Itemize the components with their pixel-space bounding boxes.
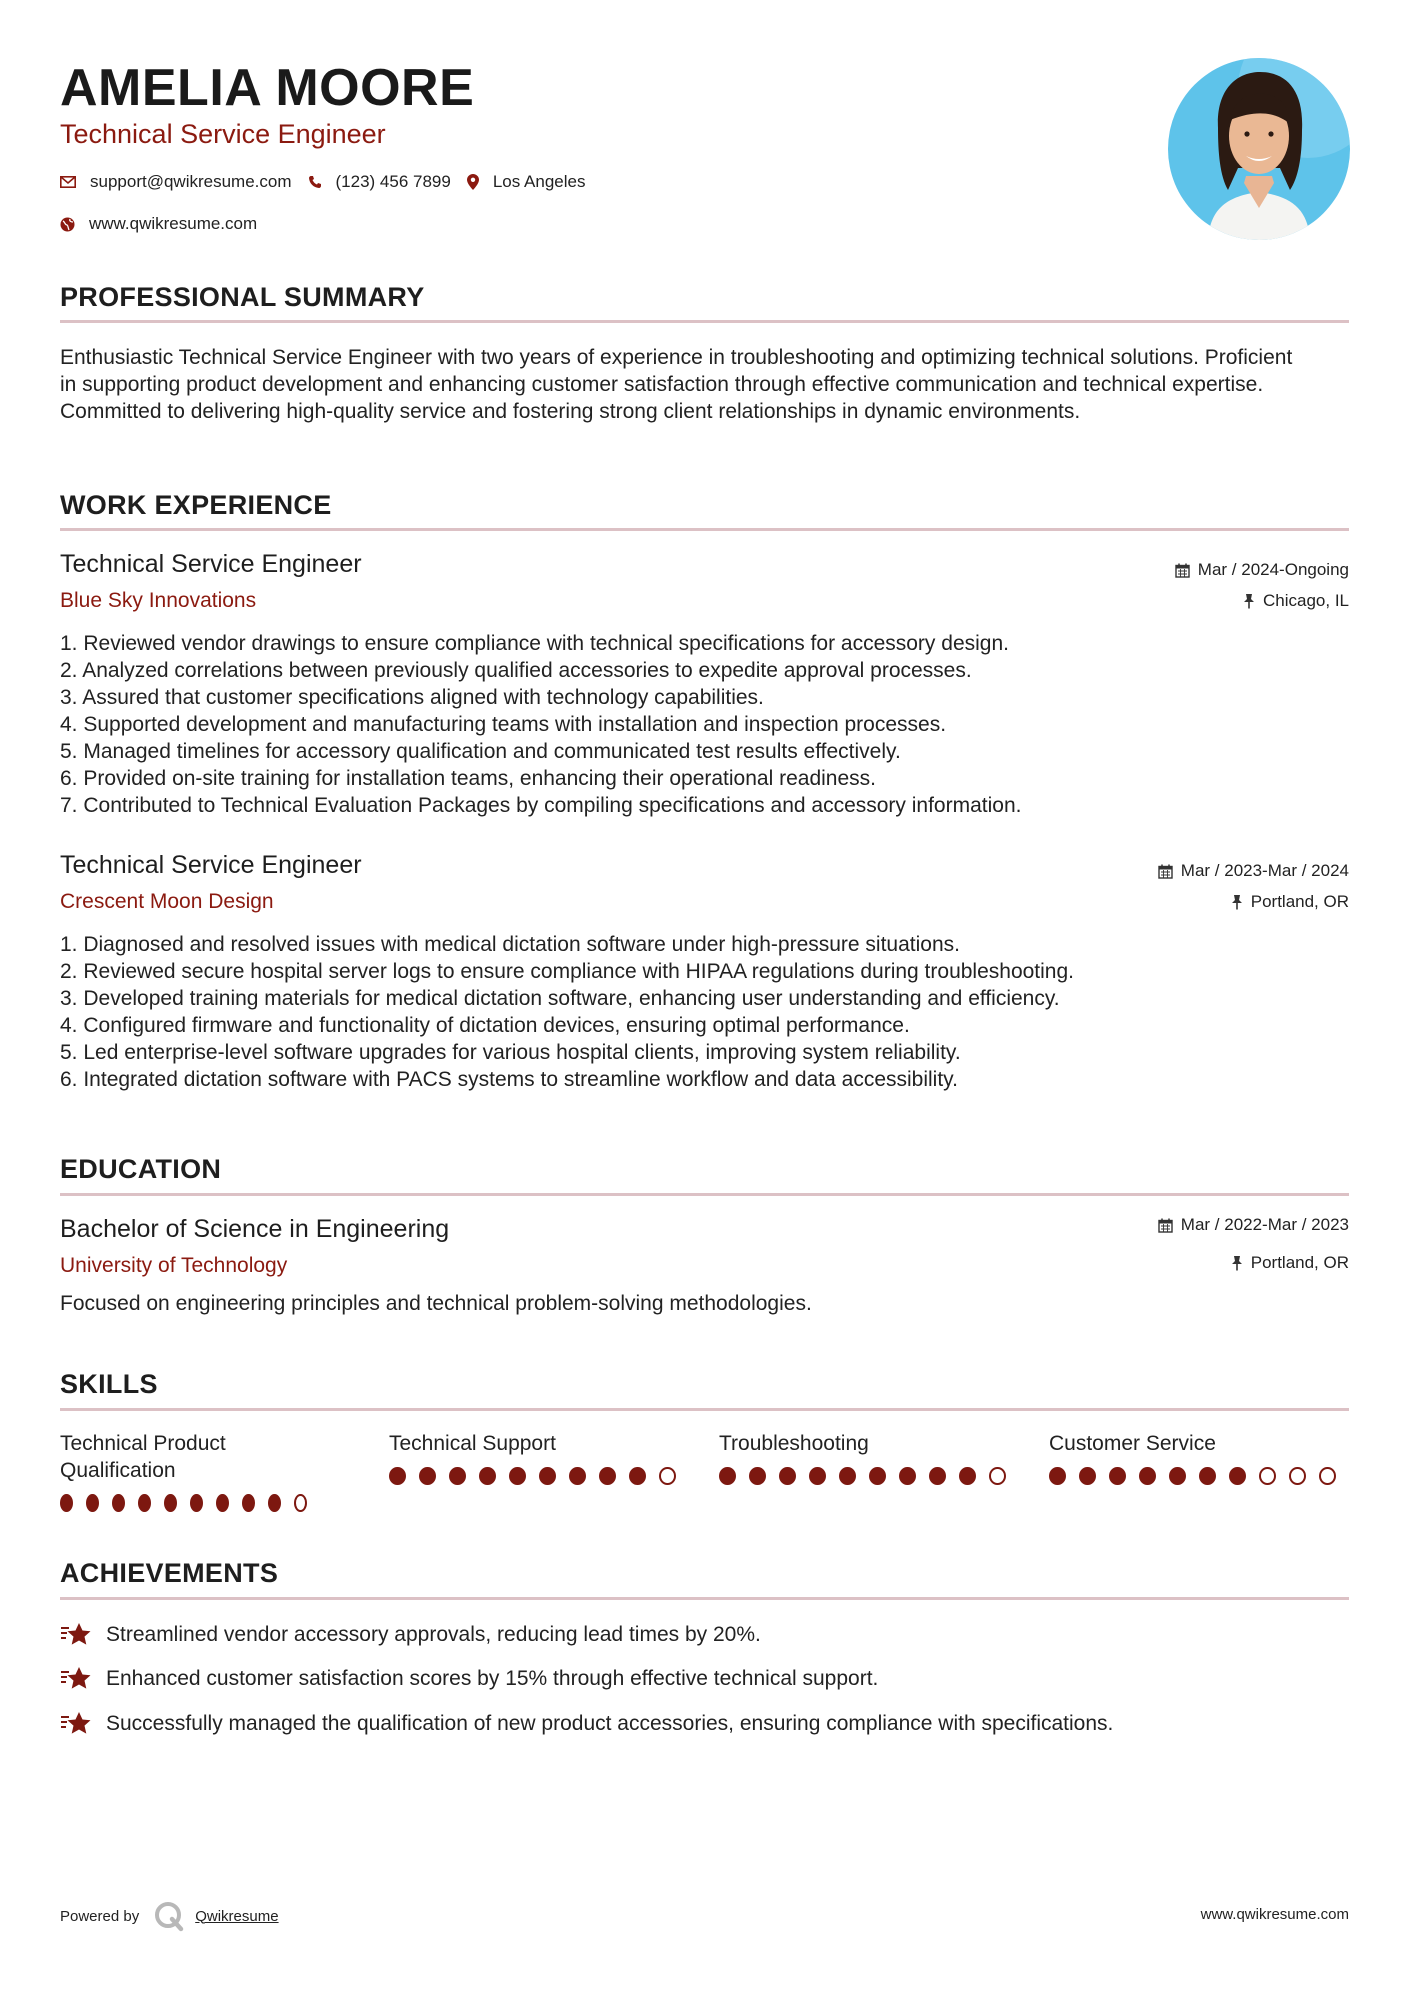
- star-icon: [60, 1711, 92, 1737]
- education-heading: EDUCATION: [60, 1154, 222, 1184]
- list-item: 6. Integrated dictation software with PACS systems to streamline workflow and data accessibility.: [60, 1068, 958, 1091]
- skill-dot-filled: [190, 1494, 203, 1512]
- list-item: 4. Configured firmware and functionality of dictation devices, ensuring optimal performance.: [60, 1014, 910, 1037]
- job-bullets: [60, 630, 1320, 819]
- skill-item: [389, 1430, 689, 1485]
- skill-dot-filled: [1049, 1467, 1066, 1485]
- skill-dot-empty: [1319, 1467, 1336, 1485]
- skill-name: Technical Support: [389, 1432, 556, 1455]
- summary-divider: [60, 320, 1349, 323]
- skill-dot-filled: [749, 1467, 766, 1485]
- skill-dot-filled: [449, 1467, 466, 1485]
- job-bullets: [60, 931, 1320, 1093]
- job-location-text: Portland, OR: [1250, 892, 1349, 911]
- skill-dot-filled: [509, 1467, 526, 1485]
- skill-name: Customer Service: [1049, 1432, 1216, 1455]
- summary-text: Enthusiastic Technical Service Engineer with two years of experience in troubleshooting and optimizing technical solutions. Proficient in supporting product development and enhancing customer satisfaction through effective communication and technical expertise. Committed to delivering high-quality service and fostering strong client relationships in dynamic environments.: [60, 346, 1293, 423]
- skill-rating: [389, 1467, 689, 1485]
- skill-rating: [60, 1494, 320, 1512]
- skill-dot-filled: [389, 1467, 406, 1485]
- map-pin-icon: [467, 174, 479, 190]
- skills-heading: SKILLS: [60, 1369, 158, 1399]
- job-location: [1243, 591, 1349, 611]
- skill-dot-filled: [138, 1494, 151, 1512]
- footer-website[interactable]: www.qwikresume.com: [1200, 1906, 1349, 1923]
- skill-dot-filled: [1199, 1467, 1216, 1485]
- phone-icon: [308, 175, 322, 189]
- star-icon: [60, 1666, 92, 1692]
- achievements-heading: ACHIEVEMENTS: [60, 1558, 279, 1588]
- skill-dot-filled: [569, 1467, 586, 1485]
- skill-dot-filled: [268, 1494, 281, 1512]
- skill-dot-empty: [1259, 1467, 1276, 1485]
- job-dates: [1158, 861, 1349, 881]
- list-item: 2. Analyzed correlations between previously qualified accessories to expedite approval processes.: [60, 659, 972, 682]
- pushpin-icon: [1231, 894, 1243, 910]
- phone-text: (123) 456 7899: [335, 172, 451, 191]
- globe-icon: [60, 217, 75, 232]
- skill-name: Technical Product Qualification: [60, 1432, 226, 1482]
- job-location: [1231, 892, 1349, 912]
- profile-photo: [1168, 58, 1350, 240]
- education-dates-text: Mar / 2022-Mar / 2023: [1180, 1215, 1349, 1234]
- list-item: 1. Reviewed vendor drawings to ensure compliance with technical specifications for accessory design.: [60, 632, 1009, 655]
- calendar-icon: [1158, 864, 1173, 879]
- job-company: Crescent Moon Design: [60, 890, 274, 913]
- school-name: University of Technology: [60, 1254, 288, 1277]
- qwikresume-logo-icon: [153, 1900, 185, 1932]
- skill-dot-filled: [959, 1467, 976, 1485]
- achievement-text: Successfully managed the qualification of new product accessories, ensuring compliance with specifications.: [106, 1712, 1114, 1735]
- skill-rating: [1049, 1467, 1349, 1485]
- skill-dot-filled: [419, 1467, 436, 1485]
- list-item: 1. Diagnosed and resolved issues with medical dictation software under high-pressure situations.: [60, 933, 960, 956]
- candidate-title: Technical Service Engineer: [60, 119, 386, 149]
- achievement-item: [60, 1711, 1113, 1737]
- skill-dot-filled: [809, 1467, 826, 1485]
- education-location-text: Portland, OR: [1250, 1253, 1349, 1272]
- powered-by-text: Powered by: [60, 1907, 140, 1925]
- skill-dot-filled: [779, 1467, 796, 1485]
- location-text: Los Angeles: [492, 172, 586, 191]
- list-item: 6. Provided on-site training for installation teams, enhancing their operational readiness.: [60, 767, 876, 790]
- skill-dot-filled: [899, 1467, 916, 1485]
- degree-title: Bachelor of Science in Engineering: [60, 1215, 450, 1243]
- skill-dot-filled: [839, 1467, 856, 1485]
- skill-dot-filled: [216, 1494, 229, 1512]
- calendar-icon: [1158, 1218, 1173, 1233]
- skill-dot-filled: [112, 1494, 125, 1512]
- contact-location: [467, 172, 586, 192]
- contact-email[interactable]: [60, 172, 292, 192]
- contact-phone[interactable]: [308, 172, 451, 192]
- list-item: 7. Contributed to Technical Evaluation Packages by compiling specifications and accessory information.: [60, 794, 1022, 817]
- achievements-divider: [60, 1597, 1349, 1600]
- skill-dot-empty: [989, 1467, 1006, 1485]
- skill-dot-filled: [164, 1494, 177, 1512]
- job-company: Blue Sky Innovations: [60, 589, 257, 612]
- job-dates: [1175, 560, 1349, 580]
- job-location-text: Chicago, IL: [1263, 591, 1349, 610]
- calendar-icon: [1175, 563, 1190, 578]
- job-dates-text: Mar / 2024-Ongoing: [1197, 560, 1349, 579]
- skill-dot-filled: [929, 1467, 946, 1485]
- education-dates: [1158, 1215, 1349, 1235]
- list-item: 2. Reviewed secure hospital server logs to ensure compliance with HIPAA regulations during troubleshooting.: [60, 960, 1074, 983]
- list-item: 3. Developed training materials for medical dictation software, enhancing user understanding and efficiency.: [60, 987, 1060, 1010]
- skill-dot-empty: [1289, 1467, 1306, 1485]
- skill-dot-filled: [479, 1467, 496, 1485]
- achievement-text: Streamlined vendor accessory approvals, reducing lead times by 20%.: [106, 1623, 761, 1646]
- skill-dot-filled: [539, 1467, 556, 1485]
- job-title: Technical Service Engineer: [60, 550, 362, 578]
- skill-dot-filled: [60, 1494, 73, 1512]
- skill-name: Troubleshooting: [719, 1432, 869, 1455]
- contact-row-2: [60, 214, 273, 234]
- skill-item: [719, 1430, 1019, 1485]
- job-title: Technical Service Engineer: [60, 851, 362, 879]
- skill-dot-filled: [1079, 1467, 1096, 1485]
- skill-item: [60, 1430, 320, 1512]
- skill-item: [1049, 1430, 1349, 1485]
- contact-row: [60, 172, 601, 192]
- experience-divider: [60, 528, 1349, 531]
- website-text: www.qwikresume.com: [89, 214, 258, 233]
- skill-dot-filled: [1139, 1467, 1156, 1485]
- candidate-name: AMELIA MOORE: [60, 59, 475, 117]
- skill-dot-empty: [659, 1467, 676, 1485]
- pushpin-icon: [1243, 593, 1255, 609]
- list-item: 5. Managed timelines for accessory qualification and communicated test results effectively.: [60, 740, 901, 763]
- skill-dot-filled: [1169, 1467, 1186, 1485]
- list-item: 3. Assured that customer specifications aligned with technology capabilities.: [60, 686, 764, 709]
- envelope-icon: [60, 176, 76, 188]
- skills-divider: [60, 1408, 1349, 1411]
- star-icon: [60, 1622, 92, 1648]
- skill-dot-filled: [86, 1494, 99, 1512]
- summary-heading: PROFESSIONAL SUMMARY: [60, 282, 425, 312]
- skill-dot-filled: [719, 1467, 736, 1485]
- skill-dot-filled: [629, 1467, 646, 1485]
- skill-dot-empty: [294, 1494, 307, 1512]
- email-text: support@qwikresume.com: [90, 172, 292, 191]
- job-dates-text: Mar / 2023-Mar / 2024: [1180, 861, 1349, 880]
- education-divider: [60, 1193, 1349, 1196]
- qwikresume-link[interactable]: Qwikresume: [195, 1907, 279, 1925]
- footer-powered-by: [60, 1900, 279, 1932]
- list-item: 4. Supported development and manufacturing teams with installation and inspection processes.: [60, 713, 947, 736]
- skill-rating: [719, 1467, 1019, 1485]
- achievement-item: [60, 1666, 878, 1692]
- skill-dot-filled: [869, 1467, 886, 1485]
- experience-heading: WORK EXPERIENCE: [60, 490, 332, 520]
- achievement-text: Enhanced customer satisfaction scores by 15% through effective technical support.: [106, 1667, 879, 1690]
- list-item: 5. Led enterprise-level software upgrades for various hospital clients, improving system reliability.: [60, 1041, 961, 1064]
- skill-dot-filled: [242, 1494, 255, 1512]
- contact-website[interactable]: [60, 214, 257, 234]
- education-location: [1231, 1253, 1349, 1273]
- achievement-item: [60, 1622, 761, 1648]
- skill-dot-filled: [599, 1467, 616, 1485]
- skill-dot-filled: [1229, 1467, 1246, 1485]
- pushpin-icon: [1231, 1255, 1243, 1271]
- education-description: Focused on engineering principles and technical problem-solving methodologies.: [60, 1292, 812, 1315]
- skill-dot-filled: [1109, 1467, 1126, 1485]
